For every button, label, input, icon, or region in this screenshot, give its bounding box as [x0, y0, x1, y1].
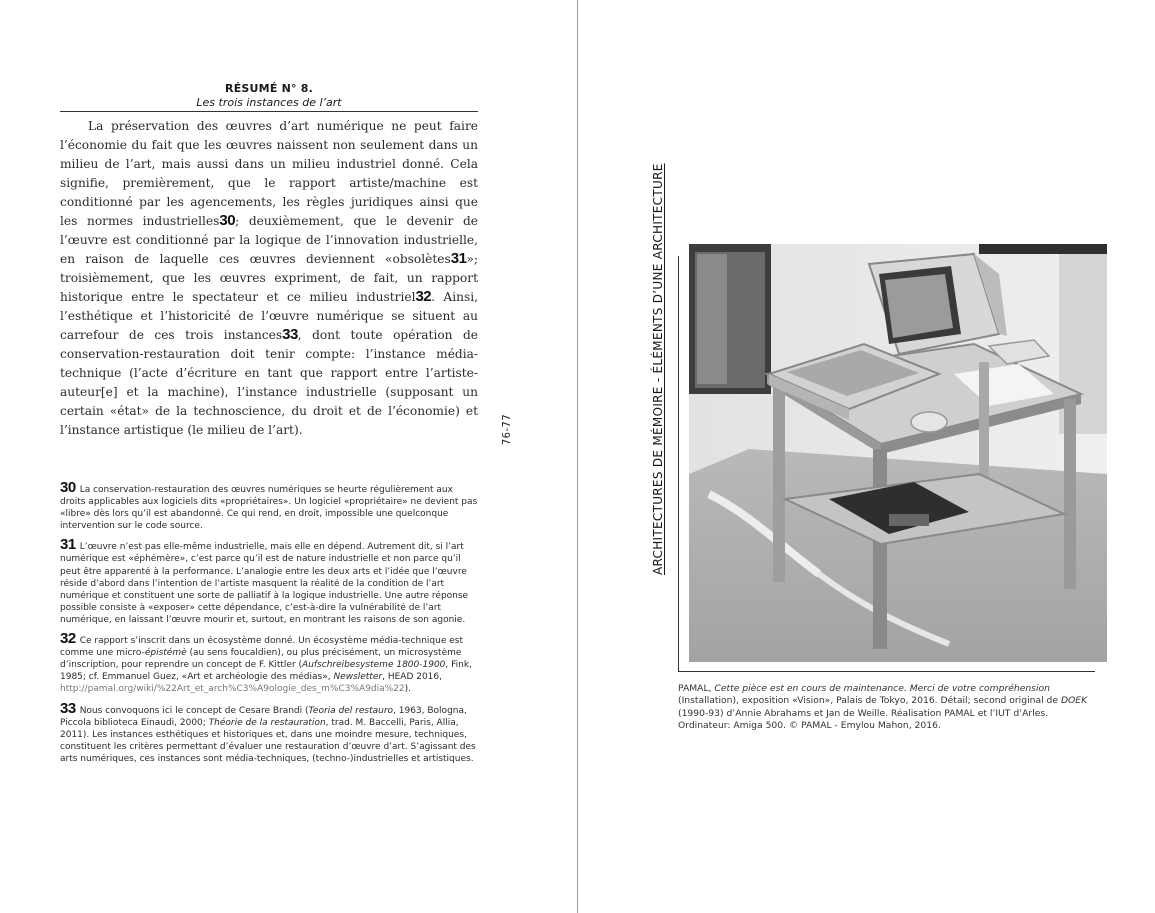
footnote-text: L’œuvre n’est pas elle-même industrielle, mais elle en dépend. Autrement dit, si l’art numérique est «éphémère», c’est parce qu’il est de nature industrielle et non parce qu’il peut être apparenté à la performance. L’analogie entre les deux arts et l’idée que l’œuvre réside d’abord dans l’intention de l’artiste masquent la réalité de la condition de l’art numérique et constituent une sorte de palliatif à la logique industrielle. Une autre réponse possible consiste à «exposer» cette dépendance, c’est-à-dire la vulnérabilité de l’art numérique, en laissant l’œuvre mourir et, surtout, en montrant les raisons de son agonie.	[60, 542, 469, 625]
frame-rule-horizontal	[678, 671, 1095, 672]
note-ref-30: 30	[219, 212, 236, 229]
caption-italic: DOEK	[1060, 695, 1088, 707]
footnote-italic: épistémè	[144, 648, 187, 659]
note-ref-31: 31	[450, 250, 467, 267]
spread-gutter-divider	[577, 0, 578, 913]
footnote-text: La conservation-restauration des œuvres numériques se heurte régulièrement aux droits applicables aux logiciels dits «propriétaires». Un logiciel «propriétaire» ne devient pas «libre» dès lors qu’il est abandonné. Ce qui rend, en droit, impossible une quelconque intervention sur le code source.	[60, 485, 478, 532]
note-ref-33: 33	[282, 326, 298, 343]
footnote-number: 33	[60, 699, 76, 717]
footnote-text: , 1963, Bologna, Piccola biblioteca Einaudi, 2000;	[60, 705, 467, 728]
caption-text: PAMAL,	[678, 683, 715, 694]
resume-body	[60, 117, 478, 440]
body-part-2: ; deuxièmement, que le devenir de l’œuvre est conditionné par la logique de l’innovation industrielle, en raison de laquelle ces œuvres deviennent «obsolètes	[60, 214, 478, 266]
footnote-text: , HEAD 2016,	[382, 672, 442, 683]
frame-rule-vertical	[678, 256, 679, 672]
footnote-text: ).	[404, 684, 412, 695]
running-head	[651, 163, 665, 575]
footnote-text: , trad. M. Baccelli, Paris, Allia, 2011). Les instances esthétiques et historiques et, dans une moindre mesure, techniques, constituent les critères permettant d’évaluer une restauration d’œuvre d’art. S’agissant des arts numériques, ces instances sont média-techniques, (techno-)industrielles et artistiques.	[60, 717, 476, 764]
body-part-4: . Ainsi, l’esthétique et l’historicité de l’œuvre numérique se situent au carrefour de ces trois instances	[60, 290, 478, 342]
footnote-number: 31	[60, 536, 76, 554]
footnote-number: 32	[60, 630, 76, 648]
footnote-30	[60, 479, 478, 532]
footnote-italic: Teoria del restauro	[308, 705, 394, 716]
footnotes	[60, 479, 478, 772]
resume-heading	[60, 82, 478, 112]
footnote-italic: Théorie de la restauration	[208, 717, 326, 728]
footnote-31	[60, 536, 478, 626]
caption-italic: Cette pièce est en cours de maintenance. Merci de votre compréhension	[714, 683, 1050, 694]
body-part-3: »; troisièmement, que les œuvres expriment, de fait, un rapport historique entre le spectateur et ce milieu industriel	[60, 252, 478, 304]
resume-title: RÉSUMÉ N° 8.	[225, 82, 313, 95]
footnote-italic: Newsletter	[333, 672, 383, 683]
footnote-url-link[interactable]: http://pamal.org/wiki/%22Art_et_arch%C3%A9ologie_des_m%C3%A9dia%22	[60, 684, 405, 695]
footnote-32	[60, 630, 478, 695]
footnote-text: , Fink, 1985; cf. Emmanuel Guez, «Art et archéologie des médias»,	[60, 660, 472, 683]
folio-number: 76-77	[500, 413, 514, 445]
footnote-text: Ce rapport s’inscrit dans un écosystème donné. Un écosystème média-technique est comme une micro-	[60, 636, 464, 659]
footnote-33	[60, 699, 478, 765]
photo-caption	[678, 683, 1098, 732]
body-part-5: , dont toute opération de conservation-restauration doit tenir compte: l’instance média-technique (l’acte d’écriture en tant que rapport entre l’artiste-auteur[e] et la machine), l’instance industrielle (supposant un certain «état» de la technoscience, du droit et de l’économie) et l’instance artistique (le milieu de l’art).	[60, 328, 478, 437]
footnote-number: 30	[60, 479, 76, 496]
amiga-installation-illustration	[689, 244, 1107, 662]
footnote-text: (au sens foucaldien), ou plus précisément, un microsystème d’inscription, pour reprendre un concept de F. Kittler (	[60, 648, 462, 671]
note-ref-32: 32	[415, 288, 432, 305]
body-part-1: La préservation des œuvres d’art numérique ne peut faire l’économie du fait que les œuvres naissent non seulement dans un milieu de l’art, mais aussi dans un milieu industriel donné. Cela signifie, premièrement, que le rapport artiste/machine est conditionné par les agencements, les règles juridiques ainsi que les normes industrielles	[60, 119, 478, 228]
installation-photo	[689, 244, 1107, 662]
running-head-text: ARCHITECTURES DE MÉMOIRE - ÉLÉMENTS D’UNE ARCHITECTURE	[651, 163, 665, 575]
page-folio	[492, 414, 522, 444]
footnote-italic: Aufschreibesysteme 1800-1900	[302, 660, 446, 671]
resume-subtitle: Les trois instances de l’art	[196, 96, 342, 109]
caption-text: (1990-93) d’Annie Abrahams et Jan de Weille. Réalisation PAMAL et l’IUT d’Arles. Ordinateur: Amiga 500. © PAMAL - Emylou Mahon, 2016.	[678, 707, 1049, 731]
footnote-text: Nous convoquons ici le concept de Cesare Brandi (	[79, 705, 309, 716]
caption-text: (Installation), exposition «Vision», Palais de Tokyo, 2016. Détail; second original de	[678, 695, 1061, 707]
